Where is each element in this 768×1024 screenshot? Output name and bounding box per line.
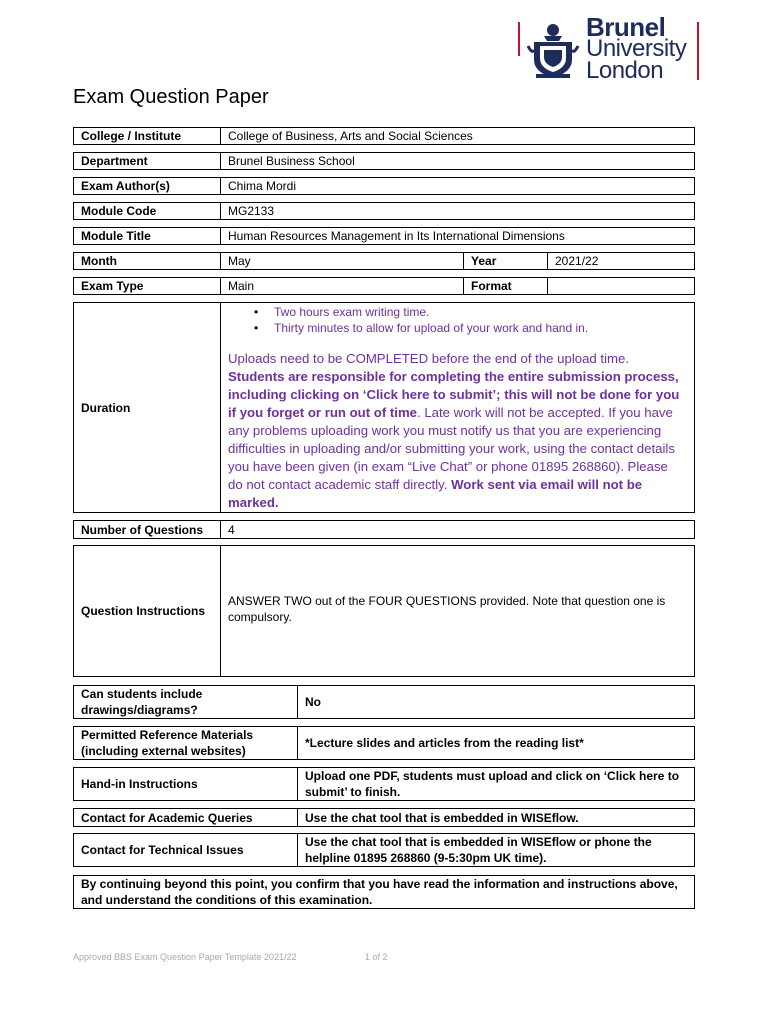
year-value: 2021/22 [547,253,694,269]
row-academic-contact [73,808,695,827]
row-duration [73,302,695,513]
format-label: Format [463,278,547,294]
logo-line-brunel: Brunel [586,12,666,42]
upload-notice-responsibility: Students are responsible for completing the entire submission process, including clicking on ‘Click here to submit’; this will not be done for you if you forget or run out of time [228,369,680,420]
duration-bullet-list [228,304,686,336]
logo-line-london: London [586,57,664,84]
row-hand-in [73,767,695,801]
footer-template-name: Approved BBS Exam Question Paper Template 2021/22 [73,952,297,962]
year-label: Year [463,253,547,269]
footer-page-number: 1 of 2 [365,952,388,962]
academic-contact-label: Contact for Academic Queries [81,810,253,825]
logo-accent-bar [518,22,520,56]
upload-notice-details: . Late work will not be accepted. If you have any problems uploading work you must notify us that you are experiencing difficulties in uploading and/or submitting your work, using the contact details you have been given (in exam “Live Chat” or phone 01895 268860). Please do not contact academic staff directly. [228,405,675,492]
row-exam-author [73,177,695,195]
row-reference-materials [73,726,695,760]
page-title: Exam Question Paper [73,86,269,108]
upload-notice-intro: Uploads need to be COMPLETED before the end of the upload time. [228,351,629,366]
duration-bullet-writing-time: • Two hours exam writing time. [228,304,686,320]
module-code-value: MG2133 [220,203,694,219]
academic-contact-value: Use the chat tool that is embedded in WISEflow. [297,809,694,826]
confirmation-statement: By continuing beyond this point, you confirm that you have read the information and instructions above, and understand the conditions of this examination. [81,877,678,907]
exam-author-label: Exam Author(s) [81,179,170,193]
exam-type-value: Main [220,278,463,294]
logo-accent-bar-right [697,22,699,80]
technical-contact-label: Contact for Technical Issues [81,843,244,857]
reference-materials-label: Permitted Reference Materials (including external websites) [81,728,254,758]
hand-in-label: Hand-in Instructions [81,777,198,791]
upload-notice [228,350,686,512]
row-question-instructions [73,545,695,677]
number-of-questions-label: Number of Questions [81,522,204,537]
university-logo-text [586,12,687,84]
row-number-of-questions [73,520,695,539]
reference-materials-value: *Lecture slides and articles from the reading list* [297,727,694,759]
row-exam-type-format [73,277,695,295]
row-month-year [73,252,695,270]
module-title-label: Module Title [81,229,151,243]
exam-author-value: Chima Mordi [220,178,694,194]
technical-contact-value: Use the chat tool that is embedded in WISEflow or phone the helpline 01895 268860 (9-5:30pm UK time). [297,834,694,866]
row-confirmation [73,875,695,909]
upload-notice-email-warning: Work sent via email will not be marked. [228,477,643,510]
logo-line-university: University [586,35,687,62]
drawings-value: No [297,686,694,718]
month-value: May [220,253,463,269]
row-department [73,152,695,170]
page-footer [73,952,473,962]
duration-details [220,303,694,512]
number-of-questions-value: 4 [220,521,694,538]
row-college [73,127,695,145]
college-label: College / Institute [81,129,182,143]
department-label: Department [81,154,148,168]
drawings-label: Can students include drawings/diagrams? [81,687,203,717]
row-technical-contact [73,833,695,867]
row-drawings [73,685,695,719]
question-instructions-label: Question Instructions [81,604,206,618]
hand-in-value: Upload one PDF, students must upload and click on ‘Click here to submit’ to finish. [297,768,694,800]
module-title-value: Human Resources Management in Its International Dimensions [220,228,694,244]
exam-type-label: Exam Type [81,279,144,293]
duration-label: Duration [81,400,131,415]
university-crest-icon [526,20,580,80]
row-module-title [73,227,695,245]
format-value [547,278,694,294]
month-label: Month [81,254,117,268]
duration-bullet-upload-time: • Thirty minutes to allow for upload of your work and hand in. [228,320,686,336]
question-instructions-value: ANSWER TWO out of the FOUR QUESTIONS provided. Note that question one is compulsory. [220,546,694,676]
department-value: Brunel Business School [220,153,694,169]
module-code-label: Module Code [81,204,157,218]
row-module-code [73,202,695,220]
college-value: College of Business, Arts and Social Sciences [220,128,694,144]
